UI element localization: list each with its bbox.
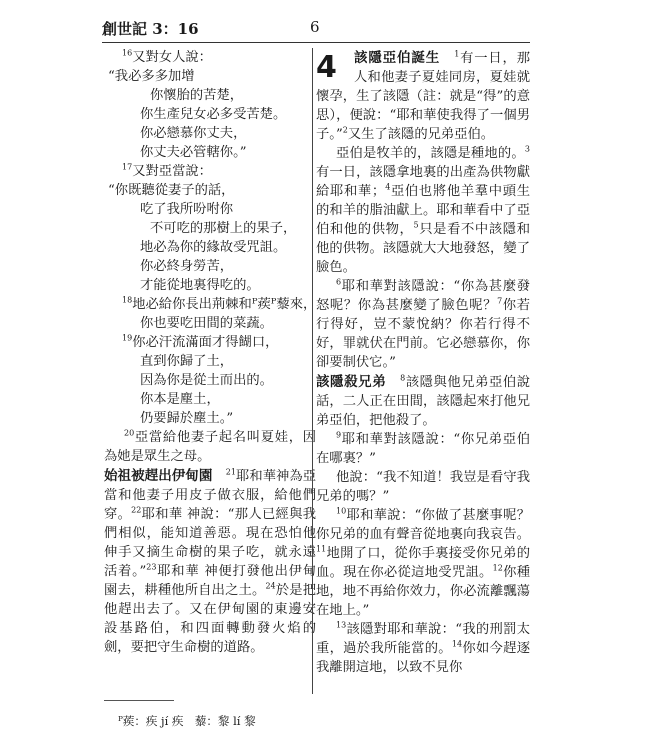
verse-text: 地必給你長出荊棘和ᴾ蒺ᴾ藜來，	[132, 297, 317, 312]
paragraph	[316, 506, 530, 620]
verse-number: 7	[497, 296, 503, 306]
verse-text: 你必終身勞苦，	[140, 259, 234, 274]
verse-text: 你也要吃田間的菜蔬。	[140, 316, 273, 331]
verse-text: “我必多多加增	[108, 69, 195, 84]
right-column	[316, 48, 530, 677]
paragraph	[104, 466, 316, 657]
left-column	[104, 48, 316, 657]
verse-line	[104, 48, 316, 67]
verse-line	[104, 409, 316, 428]
verse-line	[104, 352, 316, 371]
verse-number: 1	[454, 49, 460, 59]
section-heading: 該隱殺兄弟	[316, 374, 387, 389]
verse-number: 5	[413, 220, 419, 230]
verse-text: 耶和華 神便打發他出伊甸園去，耕種他所自出之土。	[104, 564, 316, 598]
verse-text: 亞伯是牧羊的，該隱是種地的。	[336, 146, 525, 161]
prose-block	[104, 428, 316, 657]
verse-text: 耶和華對該隱說：“你為甚麼發怒呢？你為甚麼變了臉色呢？	[316, 279, 530, 313]
verse-line	[104, 333, 316, 352]
verse-text: 因為你是從土而出的。	[140, 373, 273, 388]
verse-line	[104, 238, 316, 257]
verse-line	[104, 143, 316, 162]
verse-line	[104, 181, 316, 200]
verse-number: 6	[336, 277, 342, 287]
verse-text: 你如今趕逐我離開這地，以致不見你	[316, 641, 530, 675]
page-header	[102, 18, 530, 42]
verse-number: 2	[342, 125, 348, 135]
verse-text: 該隱對耶和華說：“我的刑罰太重，過於我所能當的。	[316, 622, 530, 656]
verse-text: 耶和華對該隱說：“你兄弟亞伯在哪裏？”	[316, 432, 530, 466]
verse-number: 24	[265, 581, 276, 591]
verse-number: 3	[524, 144, 530, 154]
verse-line	[104, 162, 316, 181]
verse-text: 又對女人說：	[132, 50, 212, 65]
verse-number: 21	[225, 467, 236, 477]
page-number: 6	[310, 18, 320, 36]
paragraph	[316, 620, 530, 677]
verse-line	[104, 257, 316, 276]
verse-text: 你必戀慕你丈夫，	[140, 126, 247, 141]
verse-line	[104, 390, 316, 409]
verse-number: 10	[336, 506, 347, 516]
verse-text: 又生了該隱的兄弟亞伯。	[347, 127, 495, 142]
verse-text: 該隱與他兄弟亞伯說話，二人正在田間，該隱起來打他兄弟亞伯，把他殺了。	[316, 375, 530, 428]
verse-text: 你必汗流滿面才得餬口，	[132, 335, 279, 350]
verse-text: 只是看不中該隱和他的供物。該隱就大大地發怒，變了臉色。	[316, 222, 531, 275]
verse-number: 18	[122, 295, 133, 305]
chapter-number: 4	[316, 50, 337, 85]
verse-number: 20	[124, 428, 135, 438]
verse-text: 你若行得好，豈不蒙悅納？你若行得不好，罪就伏在門前。它必戀慕你，你卻要制伏它。”	[316, 298, 531, 370]
verse-line	[104, 276, 316, 295]
paragraph	[104, 428, 316, 466]
verse-line	[104, 295, 316, 314]
verse-number: 17	[122, 162, 133, 172]
footnote-rule	[104, 700, 174, 701]
paragraph	[316, 48, 530, 144]
verse-text: 仍要歸於塵土。”	[140, 411, 234, 426]
verse-text: 亞當給他妻子起名叫夏娃，因為她是眾生之母。	[104, 430, 316, 464]
verse-number: 11	[316, 544, 327, 554]
verse-text: 你種地，地不再給你效力，你必流離飄蕩在地上。”	[316, 565, 531, 618]
chapter-number-block	[316, 50, 348, 86]
verse-text: 於是把他趕出去了。又在伊甸園的東邊安設基路伯，和四面轉動發火焰的劍，要把守生命樹的道路。	[104, 583, 317, 655]
verse-text: 吃了我所吩咐你	[140, 202, 234, 217]
verse-number: 9	[336, 430, 342, 440]
verse-line	[104, 124, 316, 143]
column-divider	[312, 48, 313, 694]
running-head: 創世記 3：16	[102, 20, 199, 38]
verse-line	[104, 219, 316, 238]
verse-text: 又對亞當說：	[132, 164, 212, 179]
verse-line	[104, 105, 316, 124]
verse-number: 19	[122, 333, 133, 343]
paragraph	[316, 372, 530, 430]
section-heading: 該隱亞伯誕生	[354, 50, 441, 65]
verse-text: 地開了口，從你手裏接受你兄弟的血。現在你必從這地受咒詛。	[316, 546, 530, 580]
verse-line	[104, 371, 316, 390]
verse-number: 23	[146, 562, 157, 572]
verse-number: 13	[336, 620, 347, 630]
paragraph	[316, 144, 530, 277]
verse-text: 你生產兒女必多受苦楚。	[140, 107, 287, 122]
verse-line	[104, 200, 316, 219]
verse-text: 直到你歸了土，	[140, 354, 234, 369]
verse-line	[104, 86, 316, 105]
verse-text: 亞伯也將他羊羣中頭生的和羊的脂油獻上。耶和華看中了亞伯和他的供物，	[316, 184, 531, 237]
verse-text: 你懷胎的苦楚，	[150, 88, 244, 103]
verse-text: 你本是塵土，	[140, 392, 220, 407]
verse-text: 才能從地裏得吃的。	[140, 278, 260, 293]
verse-number: 14	[451, 639, 463, 649]
section-heading: 始祖被趕出伊甸園	[104, 468, 213, 483]
verse-text: 耶和華說：“你做了甚麼事呢？你兄弟的血有聲音從地裏向我哀告。	[316, 508, 530, 542]
verse-text: 他說：“我不知道！我豈是看守我兄弟的嗎？”	[316, 470, 530, 504]
footnote: ᴾ蒺：疾 jí 疾 藜：黎 lí 黎	[118, 714, 256, 728]
poem-block	[104, 48, 316, 428]
verse-line	[104, 314, 316, 333]
verse-text: 有一日，那人和他妻子夏娃同房，夏娃就懷孕，生了該隱（註：就是“得”的意思），便說：“耶和華使我得了一個男子。”	[316, 51, 530, 142]
verse-line	[104, 67, 316, 86]
verse-number: 12	[492, 563, 503, 573]
verse-text: 你丈夫必管轄你。”	[140, 145, 247, 160]
paragraph	[316, 277, 530, 372]
header-rule	[102, 42, 530, 43]
verse-text: 不可吃的那樹上的果子，	[150, 221, 297, 236]
verse-text: 地必為你的緣故受咒詛。	[140, 240, 287, 255]
paragraph	[316, 430, 530, 468]
verse-number: 22	[131, 505, 142, 515]
verse-text: 有一日，該隱拿地裏的出產為供物獻給耶和華；	[316, 165, 530, 199]
verse-number: 8	[400, 373, 406, 383]
verse-number: 4	[385, 182, 391, 192]
verse-text: 耶和華 神說：“那人已經與我們相似，能知道善惡。現在恐怕他伸手又摘生命樹的果子吃，就永遠活着。”	[104, 507, 316, 579]
paragraph	[316, 468, 530, 506]
verse-text: 耶和華神為亞當和他妻子用皮子做衣服，給他們穿。	[104, 469, 317, 522]
verse-text: “你既聽從妻子的話，	[108, 183, 235, 198]
verse-number: 16	[122, 48, 133, 58]
